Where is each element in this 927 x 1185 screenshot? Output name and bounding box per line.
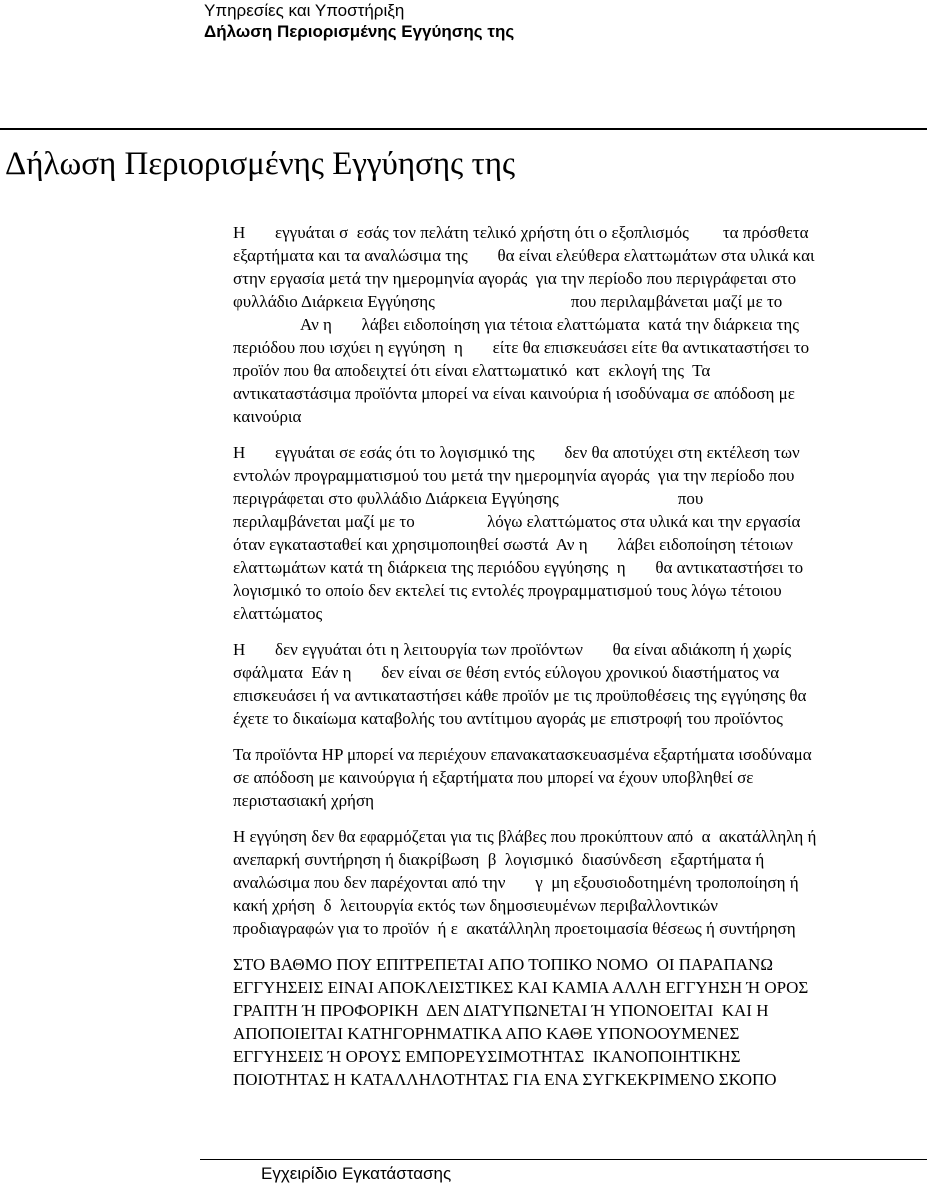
- running-head: [204, 0, 514, 42]
- warranty-body: [233, 221, 923, 1104]
- text-line: περιόδου που ισχύει η εγγύηση η είτε θα επισκευάσει είτε θα αντικαταστήσει το: [233, 338, 810, 357]
- text-line: ελαττώματος: [233, 604, 323, 623]
- text-line: σφάλματα Εάν η δεν είναι σε θέση εντός εύλογου χρονικού διαστήματος να: [233, 663, 780, 682]
- top-divider: [0, 128, 927, 130]
- text-line: όταν εγκατασταθεί και χρησιμοποιηθεί σωστά Αν η λάβει ειδοποίηση τέτοιων: [233, 535, 793, 554]
- text-line: ΕΓΓΥΗΣΕΙΣ ΕΙΝΑΙ ΑΠΟΚΛΕΙΣΤΙΚΕΣ ΚΑΙ ΚΑΜΙΑ ΑΛΛΗ ΕΓΓΥΗΣΗ Ή ΟΡΟΣ: [233, 978, 809, 997]
- running-head-section: Υπηρεσίες και Υποστήριξη: [204, 1, 405, 20]
- text-line: φυλλάδιο Διάρκεια Εγγύησης που περιλαμβάνεται μαζί με το: [233, 292, 783, 311]
- text-line: προδιαγραφών για το προϊόν ή ε ακατάλληλη προετοιμασία θέσεως ή συντήρηση: [233, 919, 796, 938]
- text-line: περιστασιακή χρήση: [233, 791, 375, 810]
- text-line: Η δεν εγγυάται ότι η λειτουργία των προϊόντων θα είναι αδιάκοπη ή χωρίς: [233, 640, 792, 659]
- text-line: Η εγγύηση δεν θα εφαρμόζεται για τις βλάβες που προκύπτουν από α ακατάλληλη ή: [233, 827, 817, 846]
- text-line: ΑΠΟΠΟΙΕΙΤΑΙ ΚΑΤΗΓΟΡΗΜΑΤΙΚΑ ΑΠΟ ΚΑΘΕ ΥΠΟΝΟΟΥΜΕΝΕΣ: [233, 1024, 740, 1043]
- text-line: ΕΓΓΥΗΣΕΙΣ Ή ΟΡΟΥΣ ΕΜΠΟΡΕΥΣΙΜΟΤΗΤΑΣ ΙΚΑΝΟΠΟΙΗΤΙΚΗΣ: [233, 1047, 741, 1066]
- text-line: προϊόν που θα αποδειχτεί ότι είναι ελαττωματικό κατ εκλογή της Τα: [233, 361, 711, 380]
- text-line: Αν η λάβει ειδοποίηση για τέτοια ελαττώματα κατά την διάρκεια της: [233, 315, 799, 334]
- text-line: ελαττωμάτων κατά τη διάρκεια της περιόδου εγγύησης η θα αντικαταστήσει το: [233, 558, 804, 577]
- text-line: ΣΤΟ ΒΑΘΜΟ ΠΟΥ ΕΠΙΤΡΕΠΕΤΑΙ ΑΠΟ ΤΟΠΙΚΟ ΝΟΜΟ ΟΙ ΠΑΡΑΠΑΝΩ: [233, 955, 773, 974]
- text-line: περιλαμβάνεται μαζί με το λόγω ελαττώματος στα υλικά και την εργασία: [233, 512, 801, 531]
- chapter-title: Δήλωση Περιορισμένης Εγγύησης της: [5, 146, 516, 182]
- paragraph-disclaimer: [233, 953, 923, 1091]
- paragraph-remanufactured-parts: [233, 743, 923, 812]
- text-line: περιγράφεται στο φυλλάδιο Διάρκεια Εγγύησης που: [233, 489, 704, 508]
- text-line: σε απόδοση με καινούργια ή εξαρτήματα που μπορεί να έχουν υποβληθεί σε: [233, 768, 754, 787]
- footer-divider: [200, 1159, 927, 1160]
- text-line: Τα προϊόντα HP μπορεί να περιέχουν επανακατασκευασμένα εξαρτήματα ισοδύναμα: [233, 745, 812, 764]
- text-line: έχετε το δικαίωμα καταβολής του αντίτιμου αγοράς με επιστροφή του προϊόντος: [233, 709, 783, 728]
- text-line: ΓΡΑΠΤΗ Ή ΠΡΟΦΟΡΙΚΗ ΔΕΝ ΔΙΑΤΥΠΩΝΕΤΑΙ Ή ΥΠΟΝΟΕΙΤΑΙ ΚΑΙ Η: [233, 1001, 769, 1020]
- paragraph-uninterrupted-operation: [233, 638, 923, 730]
- text-line: στην εργασία μετά την ημερομηνία αγοράς για την περίοδο που περιγράφεται στο: [233, 269, 797, 288]
- text-line: εντολών προγραμματισμού του μετά την ημερομηνία αγοράς για την περίοδο που: [233, 466, 795, 485]
- running-head-chapter: Δήλωση Περιορισμένης Εγγύησης της: [204, 22, 515, 41]
- text-line: επισκευάσει ή να αντικαταστήσει κάθε προϊόν με τις προϋποθέσεις της εγγύησης θα: [233, 686, 807, 705]
- paragraph-software-warranty: [233, 441, 923, 625]
- text-line: αναλώσιμα που δεν παρέχονται από την γ μη εξουσιοδοτημένη τροποποίηση ή: [233, 873, 799, 892]
- text-line: ΠΟΙΟΤΗΤΑΣ Η ΚΑΤΑΛΛΗΛΟΤΗΤΑΣ ΓΙΑ ΕΝΑ ΣΥΓΚΕΚΡΙΜΕΝΟ ΣΚΟΠΟ: [233, 1070, 777, 1089]
- text-line: Η εγγυάται σε εσάς ότι το λογισμικό της δεν θα αποτύχει στη εκτέλεση των: [233, 443, 800, 462]
- paragraph-exclusions: [233, 825, 923, 940]
- text-line: αντικαταστάσιμα προϊόντα μπορεί να είναι καινούρια ή ισοδύναμα σε απόδοση με: [233, 384, 795, 403]
- text-line: Η εγγυάται σ εσάς τον πελάτη τελικό χρήστη ότι ο εξοπλισμός τα πρόσθετα: [233, 223, 809, 242]
- paragraph-hardware-warranty: [233, 221, 923, 428]
- text-line: κακή χρήση δ λειτουργία εκτός των δημοσιευμένων περιβαλλοντικών: [233, 896, 718, 915]
- text-line: λογισμικό το οποίο δεν εκτελεί τις εντολές προγραμματισμού τους λόγω τέτοιου: [233, 581, 782, 600]
- text-line: καινούρια: [233, 407, 302, 426]
- text-line: εξαρτήματα και τα αναλώσιμα της θα είναι ελεύθερα ελαττωμάτων στα υλικά και: [233, 246, 815, 265]
- footer-title: Εγχειρίδιο Εγκατάστασης: [261, 1164, 452, 1183]
- text-line: ανεπαρκή συντήρηση ή διακρίβωση β λογισμικό διασύνδεση εξαρτήματα ή: [233, 850, 765, 869]
